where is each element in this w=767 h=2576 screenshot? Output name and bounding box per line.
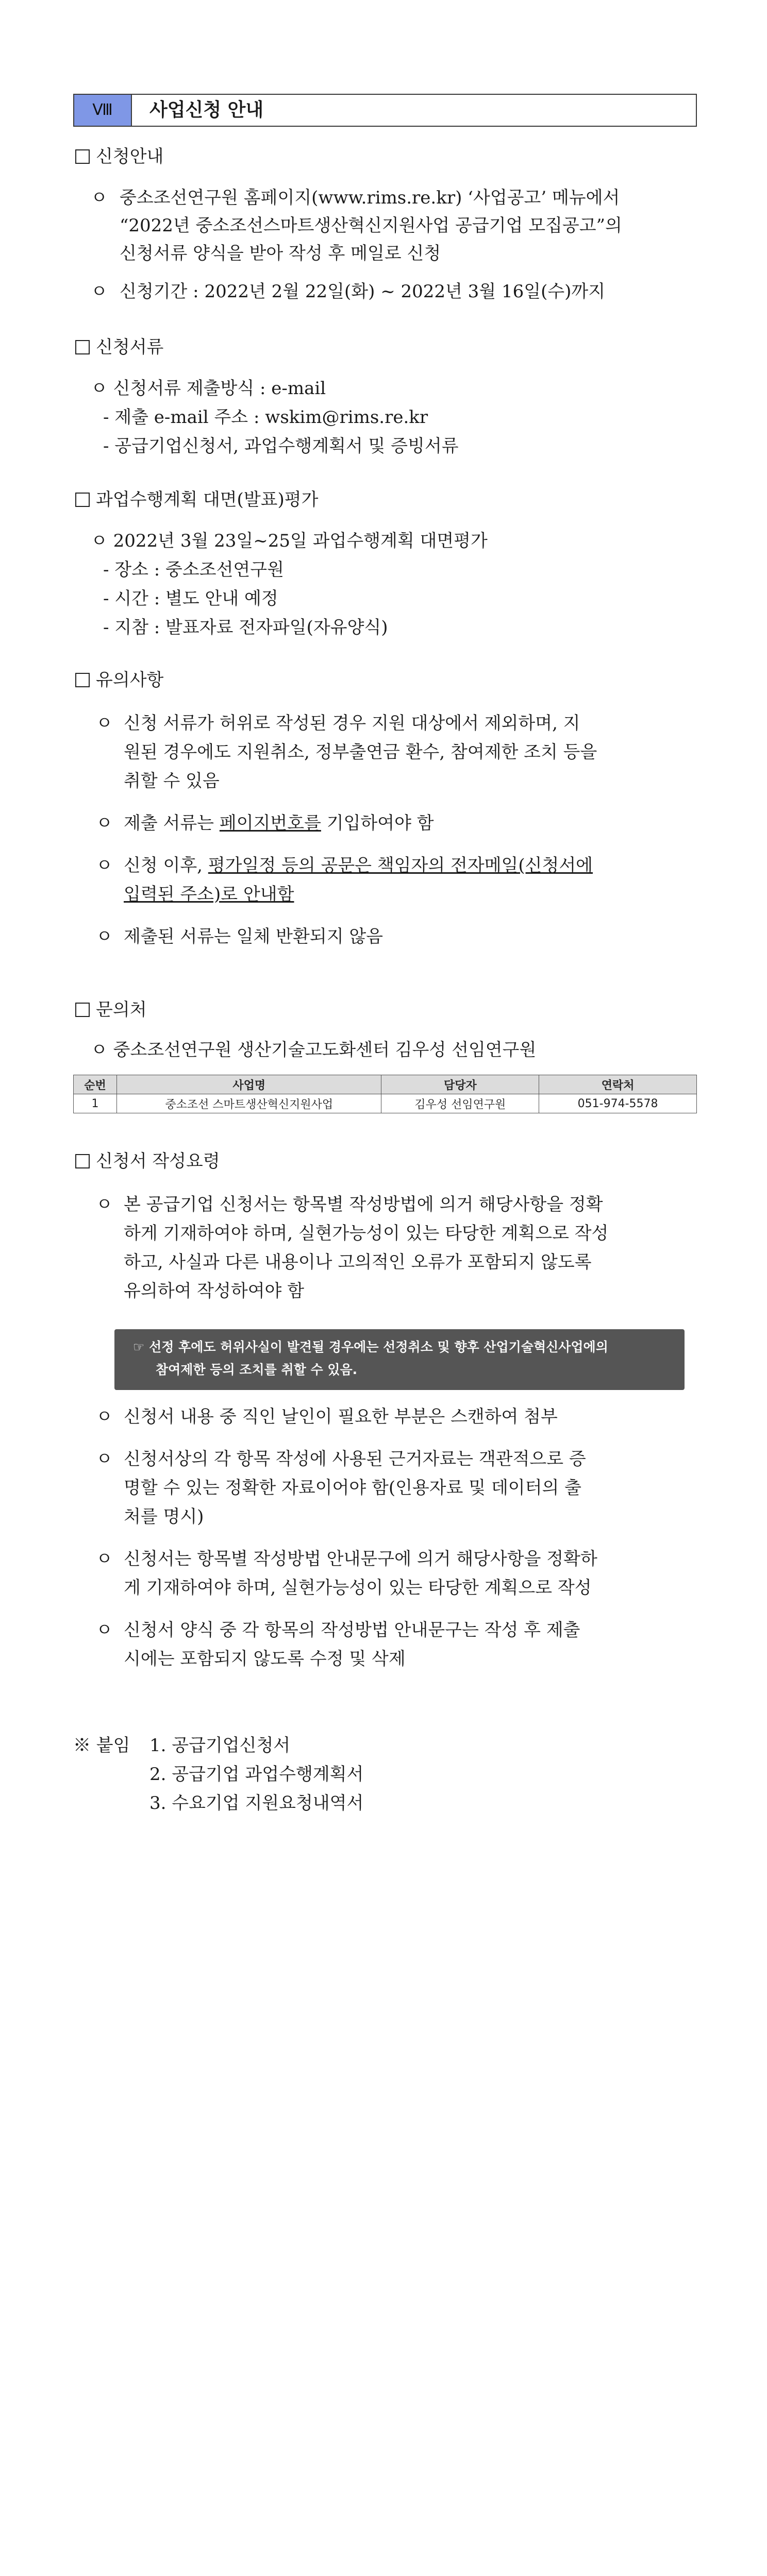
section-heading: 신청서류 [96, 337, 164, 358]
table-cell: 김우성 선임연구원 [381, 1094, 539, 1113]
bullet-marker: ㅇ [96, 926, 113, 947]
bullet-marker: ㅇ [96, 1620, 113, 1640]
table-cell: 1 [74, 1094, 117, 1113]
notice-box [114, 1329, 685, 1390]
section-heading: 과업수행계획 대면(발표)평가 [96, 489, 319, 510]
checkbox-icon [75, 1154, 90, 1168]
attachment-label: ※ 붙임 [73, 1735, 130, 1756]
bullet-text: 게 기재하여야 하며, 실현가능성이 있는 타당한 계획으로 작성 [124, 1578, 592, 1598]
bullet-text: 원된 경우에도 지원취소, 정부출연금 환수, 참여제한 조치 등을 [124, 742, 597, 762]
bullet-text: 신청 이후, 평가일정 등의 공문은 책임자의 전자메일(신청서에 [124, 855, 593, 876]
bullet-marker: ㅇ [96, 1194, 113, 1215]
bullet-text: 처를 명시) [124, 1506, 204, 1527]
contact-table [73, 1075, 697, 1113]
section-heading: 유의사항 [96, 670, 164, 690]
bullet-text: 신청서 내용 중 직인 날인이 필요한 부분은 스캔하여 첨부 [124, 1406, 558, 1427]
section-title: 사업신청 안내 [149, 99, 264, 121]
bullet-text: 하게 기재하여야 하며, 실현가능성이 있는 타당한 계획으로 작성 [124, 1223, 609, 1244]
list-item: ㅇ 신청서류 제출방식 : e-mail [91, 378, 326, 399]
list-item: - 시간 : 별도 안내 예정 [103, 588, 278, 609]
table-cell: 051-974-5578 [539, 1094, 697, 1113]
notice-text: 참여제한 등의 조치를 취할 수 있음. [156, 1362, 358, 1377]
checkbox-icon [75, 340, 90, 354]
table-header: 연락처 [539, 1075, 697, 1094]
bullet-marker: ㅇ [96, 1406, 113, 1427]
bullet-marker: ㅇ [96, 713, 113, 734]
table-header: 순번 [74, 1075, 117, 1094]
section-heading: 신청서 작성요령 [96, 1151, 220, 1172]
checkbox-icon [75, 673, 90, 687]
bullet-marker: ㅇ [96, 1449, 113, 1469]
contact-line: ㅇ 중소조선연구원 생산기술고도화센터 김우성 선임연구원 [91, 1040, 537, 1060]
section-number: Ⅷ [73, 94, 132, 127]
bullet-marker: ㅇ [91, 188, 108, 208]
section-heading: 신청안내 [96, 146, 164, 167]
bullet-text: 제출 서류는 페이지번호를 기입하여야 함 [124, 813, 434, 834]
bullet-marker: ㅇ [96, 1549, 113, 1569]
section-heading: 문의처 [96, 999, 147, 1020]
bullet-text: 신청서 양식 중 각 항목의 작성방법 안내문구는 작성 후 제출 [124, 1620, 580, 1640]
underlined-text: 페이지번호를 [219, 813, 321, 834]
table-header: 사업명 [116, 1075, 381, 1094]
bullet-text: 신청서상의 각 항목 작성에 사용된 근거자료는 객관적으로 증 [124, 1449, 586, 1469]
attachment-item: 2. 공급기업 과업수행계획서 [149, 1764, 364, 1785]
list-item: - 지참 : 발표자료 전자파일(자유양식) [103, 617, 388, 638]
bullet-text: 신청서류 양식을 받아 작성 후 메일로 신청 [120, 243, 441, 264]
bullet-marker: ㅇ [91, 281, 108, 302]
bullet-text: 신청 서류가 허위로 작성된 경우 지원 대상에서 제외하며, 지 [124, 713, 580, 734]
notice-text: ☞ 선정 후에도 허위사실이 발견될 경우에는 선정취소 및 향후 산업기술혁신사업에의 [133, 1340, 608, 1354]
underlined-text: 입력된 주소)로 안내함 [124, 884, 294, 905]
list-item: ㅇ 2022년 3월 23일~25일 과업수행계획 대면평가 [91, 531, 488, 551]
table-row [74, 1094, 697, 1113]
underlined-text: 평가일정 등의 공문은 책임자의 전자메일(신청서에 [208, 855, 593, 876]
table-cell: 중소조선 스마트생산혁신지원사업 [116, 1094, 381, 1113]
checkbox-icon [75, 493, 90, 507]
bullet-text: 명할 수 있는 정확한 자료이어야 함(인용자료 및 데이터의 출 [124, 1478, 581, 1498]
bullet-text: 중소조선연구원 홈페이지(www.rims.re.kr) ‘사업공고’ 메뉴에서 [120, 188, 620, 208]
bullet-marker: ㅇ [96, 813, 113, 834]
bullet-text: 유의하여 작성하여야 함 [124, 1281, 305, 1301]
checkbox-icon [75, 149, 90, 164]
bullet-marker: ㅇ [96, 855, 113, 876]
table-header-row [74, 1075, 697, 1094]
bullet-text: 시에는 포함되지 않도록 수정 및 삭제 [124, 1649, 406, 1669]
bullet-text: 본 공급기업 신청서는 항목별 작성방법에 의거 해당사항을 정확 [124, 1194, 603, 1215]
bullet-text: “2022년 중소조선스마트생산혁신지원사업 공급기업 모집공고”의 [120, 215, 622, 236]
list-item: - 장소 : 중소조선연구원 [103, 560, 284, 580]
attachment-item: 1. 공급기업신청서 [149, 1735, 291, 1756]
table-header: 담당자 [381, 1075, 539, 1094]
bullet-text: 신청기간 : 2022년 2월 22일(화) ~ 2022년 3월 16일(수)까지 [120, 281, 606, 302]
attachment-item: 3. 수요기업 지원요청내역서 [149, 1793, 364, 1814]
bullet-text: 하고, 사실과 다른 내용이나 고의적인 오류가 포함되지 않도록 [124, 1252, 592, 1273]
checkbox-icon [75, 1003, 90, 1017]
list-item: - 공급기업신청서, 과업수행계획서 및 증빙서류 [103, 436, 459, 456]
bullet-text: 제출된 서류는 일체 반환되지 않음 [124, 926, 384, 947]
bullet-text: 신청서는 항목별 작성방법 안내문구에 의거 해당사항을 정확하 [124, 1549, 597, 1569]
bullet-text: 취할 수 있음 [124, 771, 220, 791]
list-item: - 제출 e-mail 주소 : wskim@rims.re.kr [103, 407, 428, 428]
